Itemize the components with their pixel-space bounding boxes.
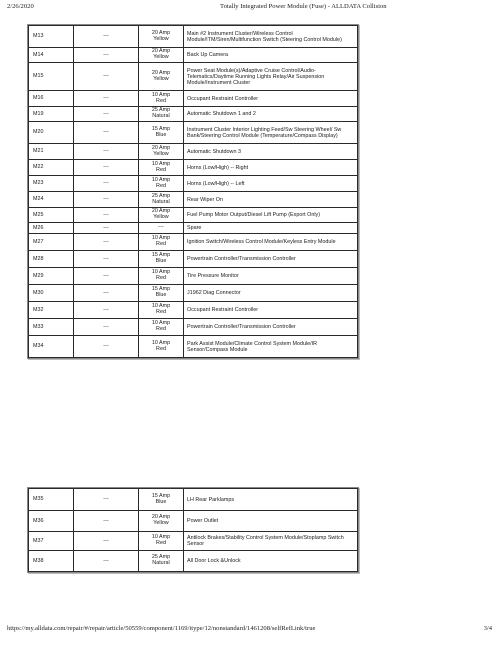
fuse-id-cell: M24 xyxy=(29,192,74,208)
fuse-color: Red xyxy=(156,309,166,315)
amperage-cell xyxy=(139,144,184,160)
description-cell: Spare xyxy=(184,223,358,234)
description-cell: Automatic Shutdown 3 xyxy=(184,144,358,160)
fuse-id-cell: M14 xyxy=(29,48,74,63)
description-cell: Powertrain Controller/Transmission Controller xyxy=(184,319,358,336)
fuse-id-cell: M33 xyxy=(29,319,74,336)
fuse-color: Blue xyxy=(155,292,167,298)
table-row xyxy=(29,144,358,160)
description-cell: Horns (Low/High) -- Left xyxy=(184,176,358,192)
table-row xyxy=(29,234,358,251)
fuse-id-cell: M38 xyxy=(29,551,74,572)
fuse-color: Red xyxy=(156,166,166,173)
amp-rating: 15 Amp xyxy=(151,252,171,259)
fuse-color: Natural xyxy=(152,198,170,205)
amp-rating: 20 Amp xyxy=(151,144,171,151)
fuse-color: Natural xyxy=(152,560,170,566)
fuse-id-cell: M19 xyxy=(29,107,74,122)
amperage-cell xyxy=(139,319,184,336)
fuse-color: Red xyxy=(156,97,166,104)
amperage-cell xyxy=(139,223,184,234)
page-title: Totally Integrated Power Module (Fuse) - ALLDATA Collision xyxy=(220,3,387,10)
description-cell: Ignition Switch/Wireless Control Module/Keyless Entry Module xyxy=(184,234,358,251)
fuse-table-1 xyxy=(27,24,359,359)
fuse-id-cell: M21 xyxy=(29,144,74,160)
table-row xyxy=(29,319,358,336)
description-cell: Tire Pressure Monitor xyxy=(184,268,358,285)
amperage-cell xyxy=(139,160,184,176)
amp-rating: 25 Amp xyxy=(151,107,171,114)
circuit-cell: --- xyxy=(74,532,139,551)
fuse-color: Yellow xyxy=(153,35,169,42)
fuse-table-2 xyxy=(27,487,359,573)
circuit-cell: --- xyxy=(74,107,139,122)
amp-rating: 20 Amp xyxy=(151,514,171,521)
amperage-cell xyxy=(139,122,184,144)
table-row xyxy=(29,48,358,63)
table-row xyxy=(29,176,358,192)
print-date: 2/26/2020 xyxy=(7,3,34,10)
amp-rating: 10 Amp xyxy=(151,91,171,98)
description-cell: Instrument Cluster Interior Lighting Feed/Sw Steering Wheel/ Sw Bank/Steering Control Module (Temperature/Compass Display) xyxy=(184,122,358,144)
amp-rating: 10 Amp xyxy=(151,176,171,183)
table-row xyxy=(29,223,358,234)
fuse-color: Yellow xyxy=(153,75,169,82)
amperage-cell xyxy=(139,551,184,572)
circuit-cell: --- xyxy=(74,208,139,223)
amp-rating: 25 Amp xyxy=(151,192,171,199)
circuit-cell: --- xyxy=(74,268,139,285)
fuse-id-cell: M16 xyxy=(29,91,74,107)
amperage-cell xyxy=(139,511,184,532)
print-header xyxy=(0,3,502,15)
fuse-id-cell: M20 xyxy=(29,122,74,144)
table-row xyxy=(29,336,358,358)
amperage-cell xyxy=(139,48,184,63)
description-cell: Rear Wiper On xyxy=(184,192,358,208)
fuse-color: Yellow xyxy=(153,150,169,157)
description-cell: Park Assist Module/Climate Control System Module/IR Sensor/Compass Module xyxy=(184,336,358,358)
circuit-cell: --- xyxy=(74,144,139,160)
amperage-cell xyxy=(139,268,184,285)
fuse-id-cell: M32 xyxy=(29,302,74,319)
fuse-id-cell: M36 xyxy=(29,511,74,532)
circuit-cell: --- xyxy=(74,319,139,336)
fuse-id-cell: M22 xyxy=(29,160,74,176)
table-row xyxy=(29,532,358,551)
description-cell: LH Rear Parklamps xyxy=(184,489,358,511)
amp-rating: 10 Amp xyxy=(151,534,171,541)
circuit-cell: --- xyxy=(74,489,139,511)
description-cell: Fuel Pump Motor Output/Diesel Lift Pump (Export Only) xyxy=(184,208,358,223)
amp-rating: 20 Amp xyxy=(151,208,171,215)
description-cell: Occupant Restraint Controller xyxy=(184,302,358,319)
page-number: 3/4 xyxy=(483,625,492,632)
amp-rating: 10 Amp xyxy=(151,320,171,327)
circuit-cell: --- xyxy=(74,551,139,572)
amp-rating: 15 Amp xyxy=(151,492,171,499)
description-cell: Power Seat Module(s)/Adaptive Cruise Control/Audio-Telematics/Daytime Running Lights Relay/Air Suspension Module/Instrument Cluster xyxy=(184,63,358,91)
circuit-cell: --- xyxy=(74,192,139,208)
amp-rating: 15 Amp xyxy=(151,125,171,132)
circuit-cell: --- xyxy=(74,26,139,48)
amperage-cell xyxy=(139,532,184,551)
circuit-cell: --- xyxy=(74,176,139,192)
amperage-cell xyxy=(139,208,184,223)
amp-rating: 10 Amp xyxy=(151,160,171,167)
amp-rating: --- xyxy=(158,224,164,231)
fuse-id-cell: M26 xyxy=(29,223,74,234)
amperage-cell xyxy=(139,63,184,91)
fuse-color: Red xyxy=(156,540,166,546)
description-cell: Back Up Camera xyxy=(184,48,358,63)
description-cell: Powertrain Controller/Transmission Controller xyxy=(184,251,358,268)
description-cell: All Door Lock &Unlock xyxy=(184,551,358,572)
amp-rating: 20 Amp xyxy=(151,48,171,55)
circuit-cell: --- xyxy=(74,91,139,107)
table-row xyxy=(29,107,358,122)
circuit-cell: --- xyxy=(74,122,139,144)
amp-rating: 10 Amp xyxy=(151,269,171,276)
amperage-cell xyxy=(139,234,184,251)
fuse-color: Yellow xyxy=(153,214,169,220)
fuse-id-cell: M15 xyxy=(29,63,74,91)
fuse-id-cell: M25 xyxy=(29,208,74,223)
description-cell: Antilock Brakes/Stability Control System Module/Stoplamp Switch Sensor xyxy=(184,532,358,551)
circuit-cell: --- xyxy=(74,160,139,176)
fuse-id-cell: M37 xyxy=(29,532,74,551)
description-cell: Automatic Shutdown 1 and 2 xyxy=(184,107,358,122)
amp-rating: 10 Amp xyxy=(151,303,171,310)
print-footer xyxy=(0,625,502,637)
table-row xyxy=(29,192,358,208)
amp-rating: 15 Amp xyxy=(151,286,171,293)
amperage-cell xyxy=(139,489,184,511)
description-cell: J1962 Diag Connector xyxy=(184,285,358,302)
circuit-cell: --- xyxy=(74,302,139,319)
description-cell: Main #2 Instrument Cluster/Wireless Control Module/ITM/Siren/Multifunction Switch (Steering Control Module) xyxy=(184,26,358,48)
table-row xyxy=(29,551,358,572)
amperage-cell xyxy=(139,251,184,268)
circuit-cell: --- xyxy=(74,511,139,532)
table-row xyxy=(29,91,358,107)
circuit-cell: --- xyxy=(74,336,139,358)
table-row xyxy=(29,511,358,532)
fuse-color: Red xyxy=(156,345,166,352)
amperage-cell xyxy=(139,302,184,319)
amperage-cell xyxy=(139,107,184,122)
table-row xyxy=(29,26,358,48)
circuit-cell: --- xyxy=(74,285,139,302)
amp-rating: 25 Amp xyxy=(151,554,171,561)
table-row xyxy=(29,302,358,319)
table-row xyxy=(29,122,358,144)
amperage-cell xyxy=(139,336,184,358)
table-row xyxy=(29,489,358,511)
circuit-cell: --- xyxy=(74,234,139,251)
table-row xyxy=(29,160,358,176)
table-row xyxy=(29,208,358,223)
fuse-color: Yellow xyxy=(153,520,169,526)
description-cell: Occupant Restraint Controller xyxy=(184,91,358,107)
amperage-cell xyxy=(139,176,184,192)
amp-rating: 10 Amp xyxy=(151,339,171,346)
circuit-cell: --- xyxy=(74,48,139,63)
fuse-color: Yellow xyxy=(153,54,169,60)
page-url[interactable]: https://my.alldata.com/repair/#/repair/article/50559/component/1169/itype/12/nonstandard/1461208/selfRefLink/true xyxy=(7,625,316,632)
amp-rating: 20 Amp xyxy=(151,69,171,76)
amp-rating: 10 Amp xyxy=(151,235,171,242)
circuit-cell: --- xyxy=(74,63,139,91)
fuse-color: Blue xyxy=(155,258,167,264)
circuit-cell: --- xyxy=(74,223,139,234)
circuit-cell: --- xyxy=(74,251,139,268)
fuse-color: Red xyxy=(156,275,166,281)
fuse-color: Blue xyxy=(155,131,167,138)
table-row xyxy=(29,268,358,285)
amperage-cell xyxy=(139,26,184,48)
amperage-cell xyxy=(139,192,184,208)
fuse-color: Blue xyxy=(155,498,167,505)
amperage-cell xyxy=(139,91,184,107)
fuse-color: Natural xyxy=(152,113,170,119)
fuse-id-cell: M34 xyxy=(29,336,74,358)
fuse-color: Red xyxy=(156,182,166,189)
description-cell: Power Outlet xyxy=(184,511,358,532)
amp-rating: 20 Amp xyxy=(151,29,171,36)
table-row xyxy=(29,63,358,91)
fuse-color: Red xyxy=(156,326,166,332)
fuse-id-cell: M35 xyxy=(29,489,74,511)
fuse-id-cell: M28 xyxy=(29,251,74,268)
fuse-id-cell: M27 xyxy=(29,234,74,251)
table-row xyxy=(29,251,358,268)
fuse-color: Red xyxy=(156,241,166,247)
fuse-id-cell: M29 xyxy=(29,268,74,285)
description-cell: Horns (Low/High) -- Right xyxy=(184,160,358,176)
fuse-id-cell: M30 xyxy=(29,285,74,302)
amperage-cell xyxy=(139,285,184,302)
fuse-id-cell: M13 xyxy=(29,26,74,48)
table-row xyxy=(29,285,358,302)
fuse-id-cell: M23 xyxy=(29,176,74,192)
